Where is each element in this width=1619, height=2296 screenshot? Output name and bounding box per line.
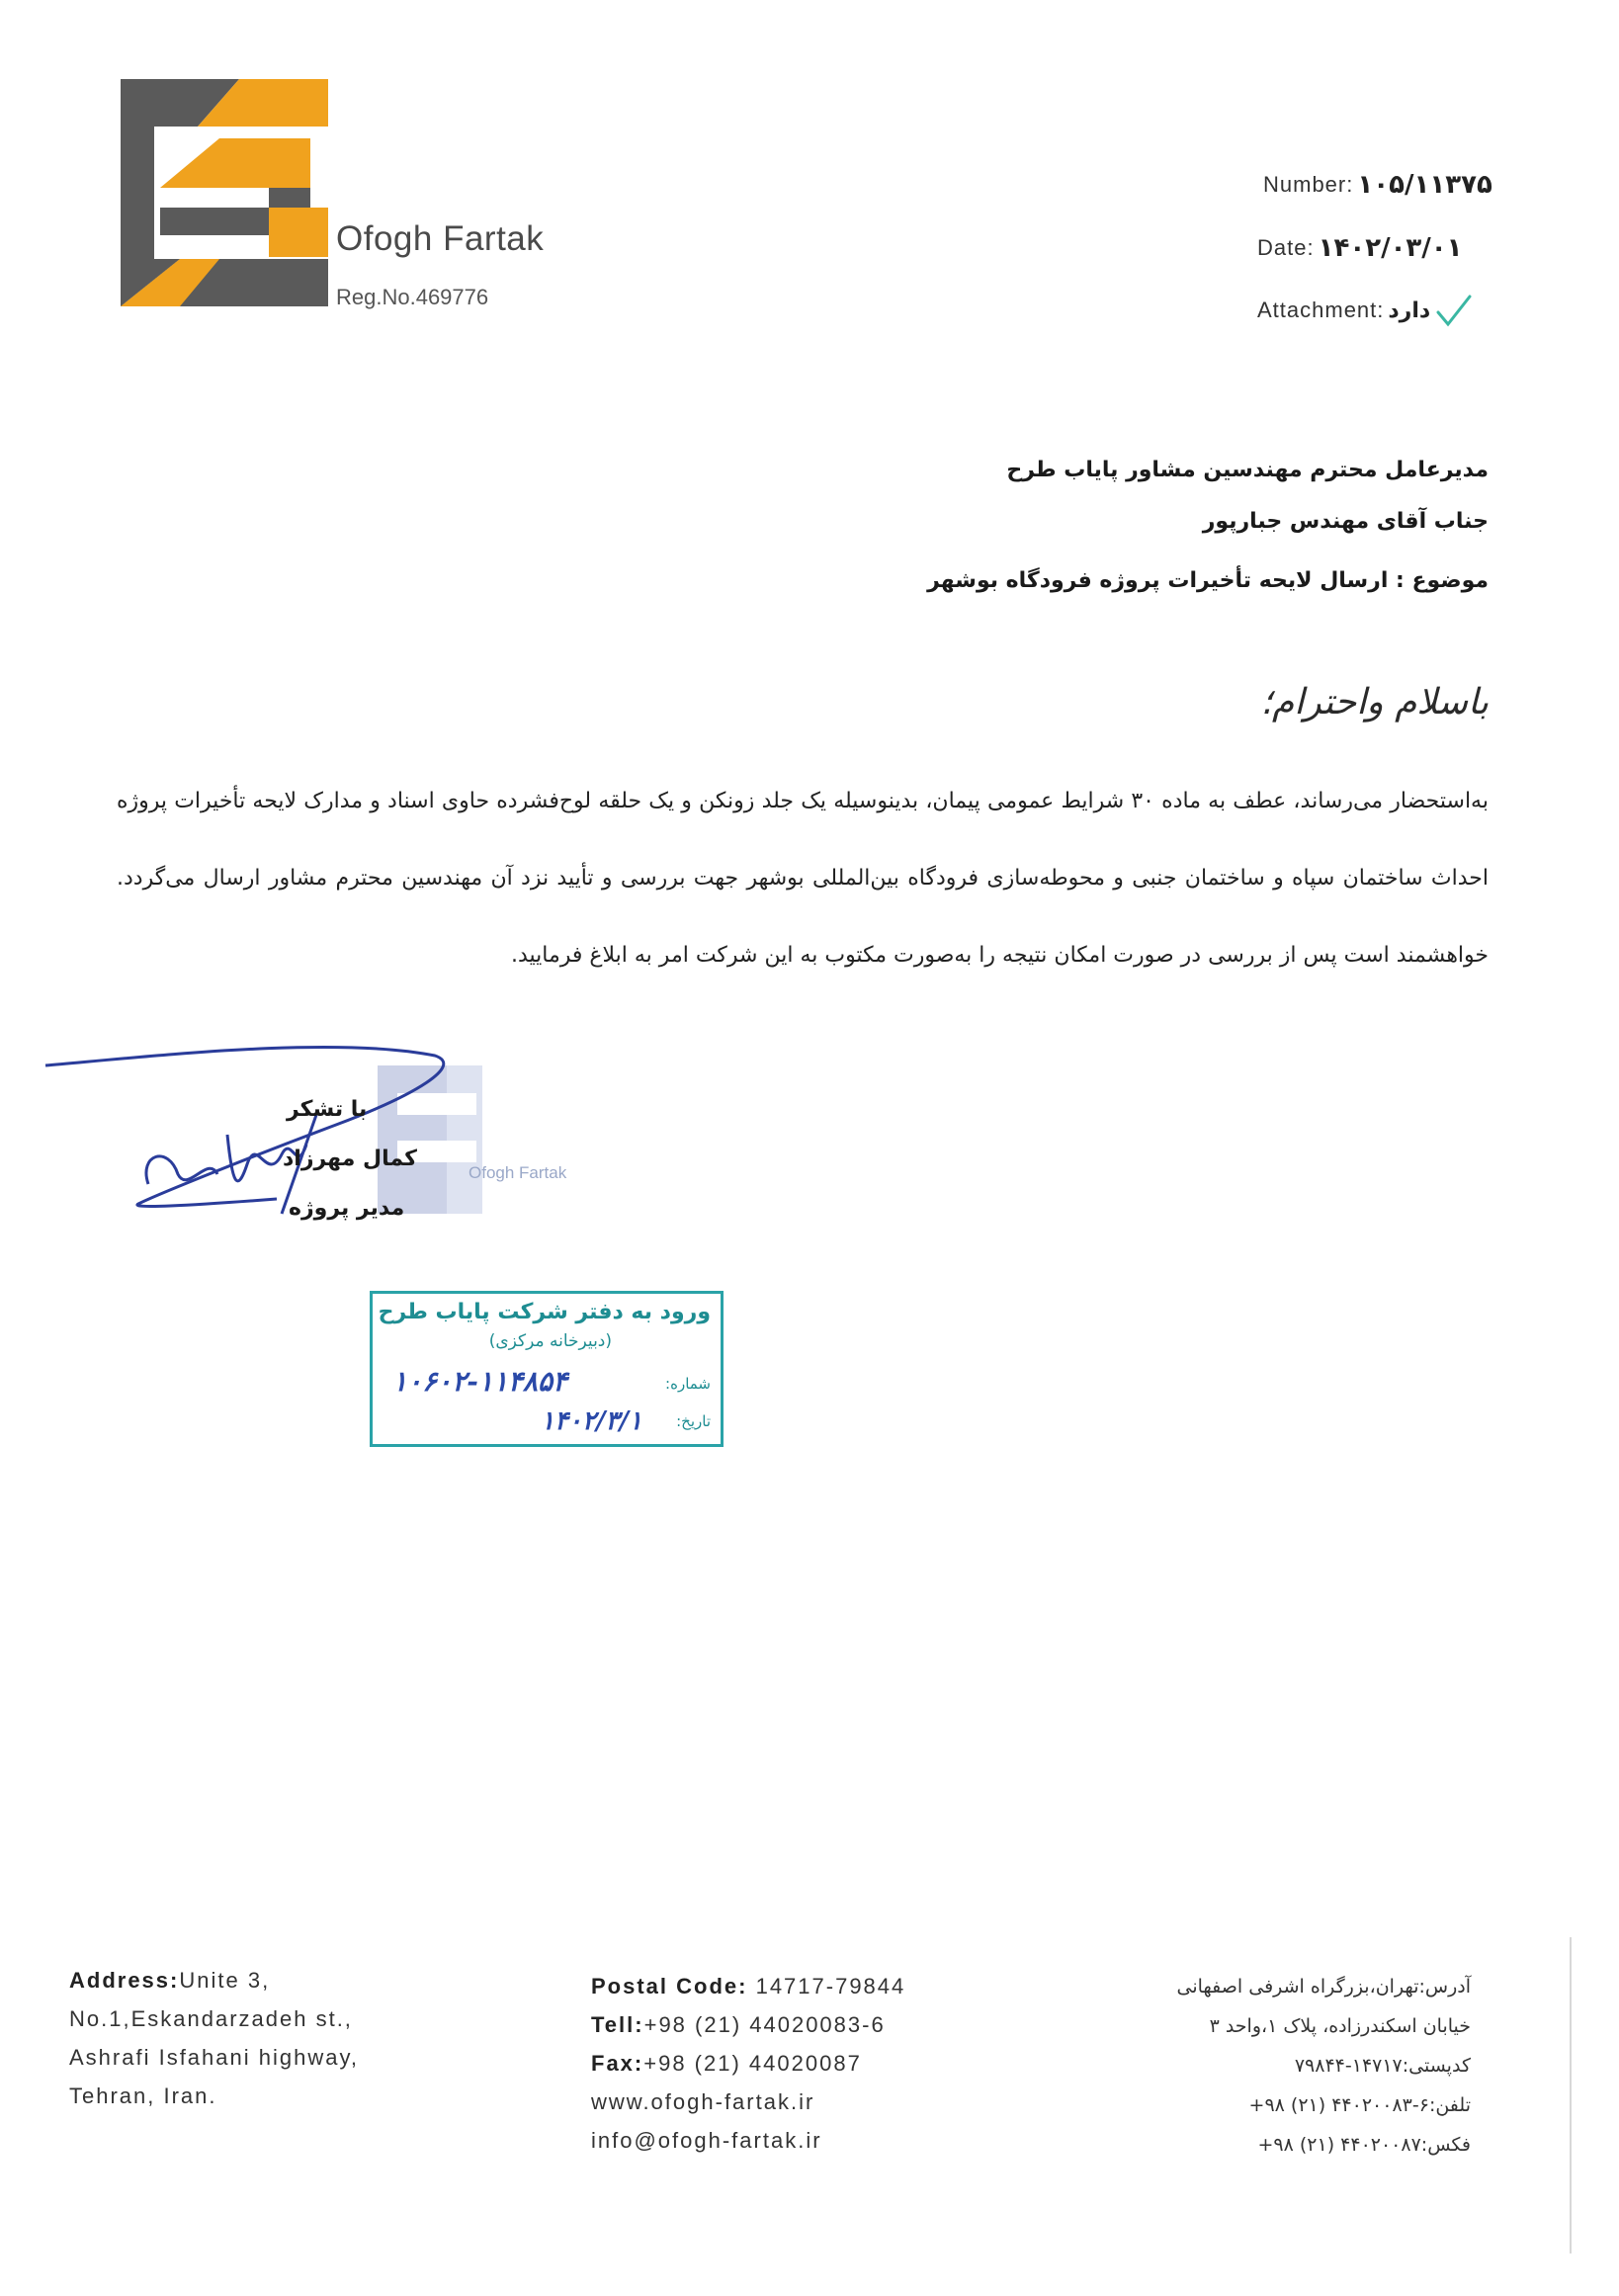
address-line4: Tehran, Iran.	[69, 2083, 217, 2108]
address-label: Address:	[69, 1968, 180, 1993]
address-line1: Unite 3,	[179, 1968, 271, 1993]
signer-name: کمال مهرزاد	[283, 1147, 417, 1171]
postal-value: 14717-79844	[747, 1974, 906, 1998]
date-label: Date:	[1257, 235, 1315, 260]
tel-value: +98 (21) 44020083-6	[643, 2012, 886, 2037]
letter-attachment	[1257, 293, 1520, 328]
stamp-date-label: تاریخ:	[676, 1412, 711, 1430]
email-link[interactable]: info@ofogh-fartak.ir	[591, 2128, 822, 2153]
footer-address-fa	[1056, 1967, 1471, 2165]
number-value: ۱۰۵/۱۱۳۷۵	[1357, 170, 1492, 200]
attachment-label: Attachment:	[1257, 298, 1385, 322]
stamp-date-value: ۱۴۰۲/۳/۱	[541, 1406, 642, 1436]
signature-thanks: با تشکر	[287, 1097, 368, 1122]
received-stamp	[370, 1291, 724, 1447]
number-label: Number:	[1263, 172, 1354, 197]
letter-body: به‌استحضار می‌رساند، عطف به ماده ۳۰ شرایط عمومی پیمان، بدینوسیله یک جلد زونکن و یک حلقه لوح‌فشرده حاوی اسناد و مدارک لایحه تأخیرات پروژه احداث ساختمان سپاه و ساختمان جنبی و محوطه‌سازی فرودگاه بین‌المللی بوشهر جهت بررسی و تأیید نزد آن مهندسین محترم مشاور ارسال می‌گردد. خواهشمند است پس از بررسی در صورت امکان نتیجه را به‌صورت مکتوب به این شرکت امر به ابلاغ فرمایید.	[117, 789, 1489, 968]
letter-date	[1257, 233, 1520, 263]
fa-address-line1: آدرس:تهران،بزرگراه اشرفی اصفهانی	[1176, 1976, 1471, 1998]
postal-label: Postal Code:	[591, 1974, 748, 1998]
greeting: باسلام واحترام؛	[1260, 682, 1489, 723]
stamp-number-value: ۱۰۶۰۲-۱۱۴۸۵۴	[392, 1365, 568, 1398]
check-icon	[1434, 293, 1474, 328]
fax-value: +98 (21) 44020087	[643, 2051, 862, 2076]
page-edge-line	[1570, 1937, 1572, 2253]
brand-name: Ofogh Fartak	[336, 219, 545, 258]
fa-address-line2: خیابان اسکندرزاده، پلاک ۱،واحد ۳	[1209, 2015, 1471, 2037]
stamp-title: ورود به دفتر شرکت پایاب طرح	[378, 1300, 711, 1324]
footer-address-en	[69, 1961, 359, 2115]
letter-number	[1263, 170, 1520, 200]
fa-postal: کدپستی:۱۴۷۱۷-۷۹۸۴۴	[1294, 2055, 1471, 2077]
fax-label: Fax:	[591, 2051, 644, 2076]
signer-title: مدیر پروژه	[289, 1196, 405, 1221]
fa-fax: فکس:۴۴۰۲۰۰۸۷ (۲۱) ۹۸+	[1257, 2134, 1471, 2156]
attachment-value: دارد	[1388, 298, 1431, 323]
fa-tel: تلفن:۶-۴۴۰۲۰۰۸۳ (۲۱) ۹۸+	[1248, 2094, 1471, 2116]
brand-registration: Reg.No.469776	[336, 285, 489, 309]
recipient-title: مدیرعامل محترم مهندسین مشاور پایاب طرح	[1006, 458, 1489, 482]
seal-text: Ofogh Fartak	[469, 1163, 567, 1182]
stamp-subtitle: (دبیرخانه مرکزی)	[488, 1331, 612, 1351]
address-line3: Ashrafi Isfahani highway,	[69, 2045, 359, 2070]
stamp-number-label: شماره:	[665, 1375, 711, 1393]
tel-label: Tell:	[591, 2012, 644, 2037]
website-link[interactable]: www.ofogh-fartak.ir	[591, 2089, 815, 2114]
letter-subject: موضوع : ارسال لایحه تأخیرات پروژه فرودگاه بوشهر	[927, 568, 1489, 593]
recipient-name: جناب آقای مهندس جبارپور	[1202, 509, 1489, 534]
address-line2: No.1,Eskandarzadeh st.,	[69, 2006, 353, 2031]
footer-contact	[591, 1967, 905, 2160]
company-logo	[121, 79, 328, 306]
date-value: ۱۴۰۲/۰۳/۰۱	[1318, 233, 1463, 263]
